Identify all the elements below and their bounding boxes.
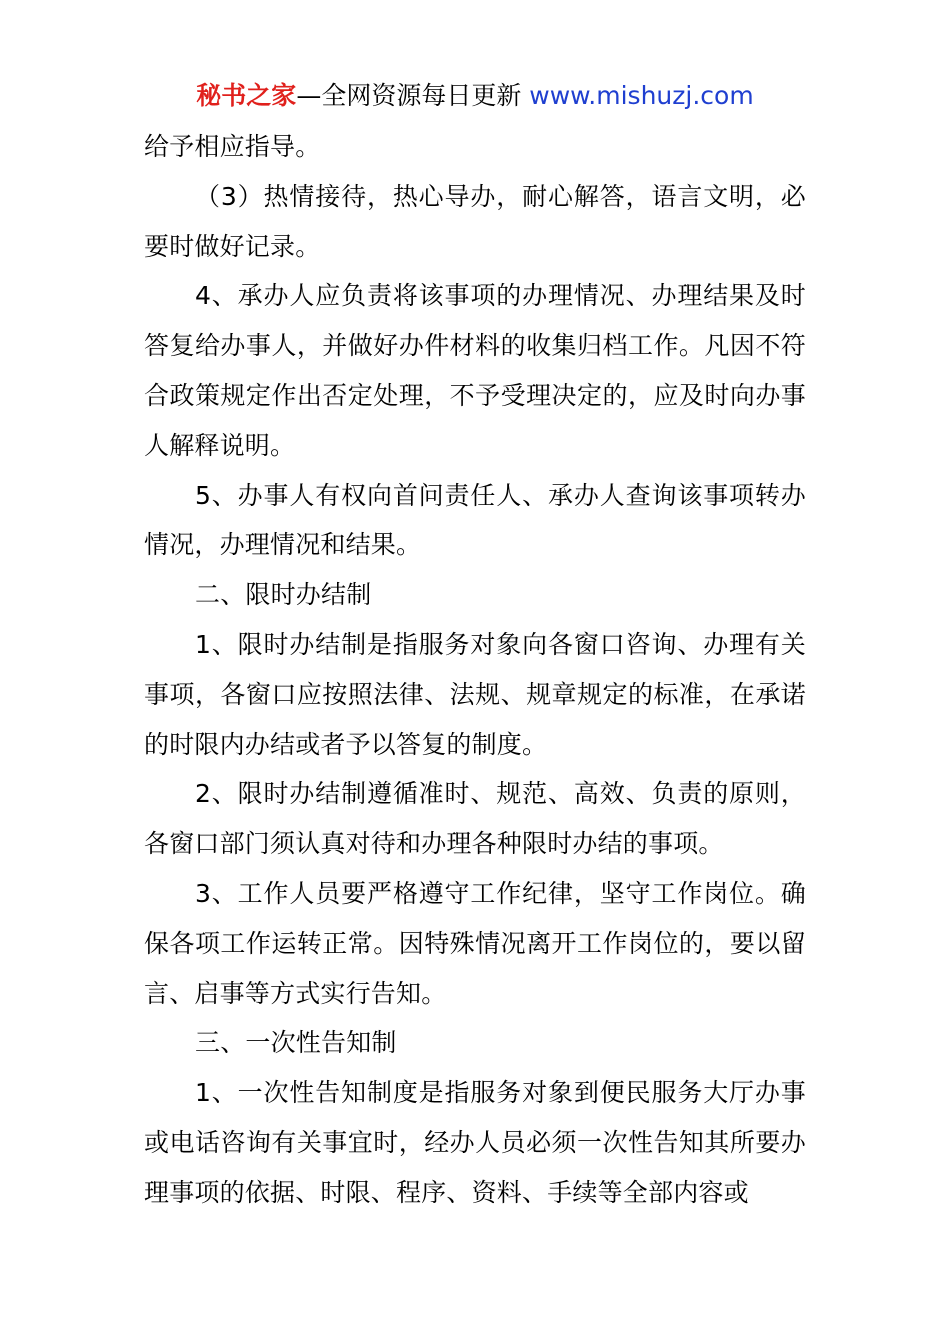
paragraph: 给予相应指导。 <box>144 132 321 161</box>
site-url-link[interactable]: www.mishuzj.com <box>529 81 754 110</box>
paragraph: （3）热情接待，热心导办，耐心解答，语言文明，必要时做好记录。 <box>144 181 806 261</box>
paragraph: 3、工作人员要严格遵守工作纪律，坚守工作岗位。确保各项工作运转正常。因特殊情况离开工作岗位的，要以留言、启事等方式实行告知。 <box>144 878 806 1008</box>
section-heading: 三、一次性告知制 <box>195 1028 397 1058</box>
paragraph: 2、限时办结制遵循准时、规范、高效、负责的原则，各窗口部门须认真对待和办理各种限时办结的事项。 <box>144 779 806 859</box>
paragraph: 4、承办人应负责将该事项的办理情况、办理结果及时答复给办事人，并做好办件材料的收集归档工作。凡因不符合政策规定作出否定处理，不予受理决定的，应及时向办事人解释说明。 <box>144 281 806 460</box>
brand-name: 秘书之家 <box>196 81 297 110</box>
paragraph: 1、一次性告知制度是指服务对象到便民服务大厅办事或电话咨询有关事宜时，经办人员必须一次性告知其所要办理事项的依据、时限、程序、资料、手续等全部内容或 <box>144 1078 806 1207</box>
header-tagline: —全网资源每日更新 <box>296 81 530 110</box>
site-header <box>0 80 950 112</box>
paragraph: 1、限时办结制是指服务对象向各窗口咨询、办理有关事项，各窗口应按照法律、法规、规章规定的标准，在承诺的时限内办结或者予以答复的制度。 <box>144 629 806 759</box>
paragraph: 5、办事人有权向首问责任人、承办人查询该事项转办情况，办理情况和结果。 <box>144 480 806 560</box>
document-body <box>144 122 806 1218</box>
section-heading: 二、限时办结制 <box>195 580 372 610</box>
